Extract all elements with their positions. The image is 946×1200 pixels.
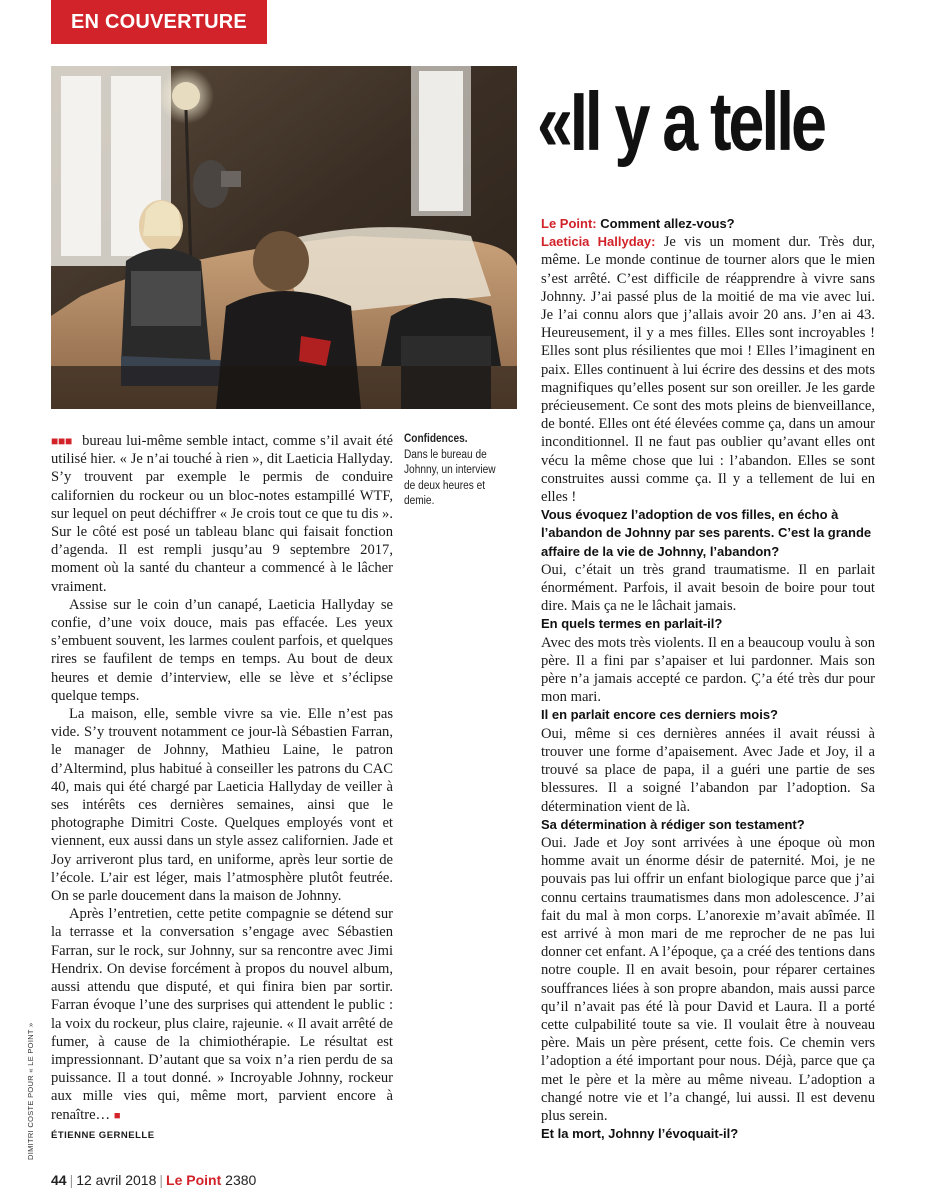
paragraph-text: Après l’entretien, cette petite compagnie se détend sur la terrasse et la conversation s’engage avec Sébastien Farran, sur le rock, sur Johnny, sur sa rencontre avec Jimi Hendrix. On devise forcément à propos du nouvel album, aussi attendu que disputé, et qui finira bien par sortir. Farran évoque l’une des surprises qui attendent le public : la voix du rockeur, plus claire, rajeunie. « Il avait arrêté de fumer, à cause de la chimiothérapie. Le résultat est impressionnant. D’autant que sa voix n’a rien perdu de sa puissance. Il a tout donné. » Incroyable Johnny, rockeur aux mille vies qui, même mort, parvient encore à renaître…: [51, 906, 393, 1123]
paragraph: La maison, elle, semble vivre sa vie. Elle n’est pas vide. S’y trouvent notamment ce jour-là Sébastien Farran, le manager de Johnny, Mathieu Laine, le patron d’Altermind, plus habitué à conseiller les patrons du CAC 40, mais qui été chargé par Laeticia Hallyday de veiller à ses intérêts ces dernières semaines, ainsi que le photographe Dimitri Coste. Quelques employés vont et viennent, eux aussi dans un style assez californien. Jade et Joy arriveront plus tard, en uniforme, après leur sortie de l’école. L’air est léger, mais l’atmosphère plutôt feutrée. On se parle doucement dans la maison de Johnny.: [51, 706, 393, 905]
lead-marker: ■■■: [51, 434, 73, 448]
question: Sa détermination à rédiger son testament?: [541, 816, 805, 832]
answer: Avec des mots très violents. Il en a beaucoup voulu à son père. Il a fini par s’apaiser et lui pardonner. Mais son père n’a jamais accepté ce pardon. Ç’a été très dur pour mon mari.: [541, 634, 875, 706]
paragraph-text: bureau lui-même semble intact, comme s’il avait été utilisé hier. « Je n’ai touché à rien », dit Laeticia Hallyday. S’y trouvent par exemple le permis de conduire californien du rockeur ou un bloc-notes estampillé WTF, sur lequel on peut déchiffrer « Je crois tout ce que tu dis ». Sur le côté est posé un tableau blanc qui faisait fonction d’agenda. Il est rempli jusqu’au 9 septembre 2017, moment où la santé du chanteur a commencé à le lâcher vraiment.: [51, 433, 393, 595]
paragraph: [51, 905, 393, 1124]
question: Vous évoquez l’adoption de vos filles, en écho à l’abandon de Johnny par ses parents. C’est la grande affaire de la vie de Johnny, l’abandon?: [541, 507, 872, 559]
interview: [541, 215, 875, 1143]
question: Et la mort, Johnny l’évoquait-il?: [541, 1126, 739, 1142]
caption-text: Dans le bureau de Johnny, un interview de deux heures et demie.: [404, 448, 496, 507]
question-text: Comment allez-vous?: [600, 216, 735, 231]
answer: Oui. Jade et Joy sont arrivées à une époque où mon homme avait un énorme désir de paternité. Moi, je ne pouvais pas lui offrir un enfant biologique parce que j’ai connu certains traumatismes dans mon adolescence. J’ai fait du mal à mon corps. L’anorexie m’avait abîmée. Il est arrivé à mon mari de me reprocher de ne pas lui donner cet enfant. A l’époque, ça a créé des tentions dans notre couple. Il en avait besoin, pour réparer certaines souffrances liées à son propre abandon, mais aussi parce qu’il n’avait pas été là pour David et Laura. Il a porté cette culpabilité toute sa vie. Il voulait être à nouveau père. Mais un père présent, cette fois. Ce chemin vers l’adoption a été important pour nous. Déjà, parce que ça met le père et la mère au même niveau. L’adoption a changé notre vie et l’a changé, lui aussi. Il est devenu plus serein.: [541, 834, 875, 1124]
answer: Oui, c’était un très grand traumatisme. Il en parlait énormément. Parfois, il avait besoin de boire pour tout dire. Mais ça ne le lâchait jamais.: [541, 561, 875, 615]
author: ÉTIENNE GERNELLE: [51, 1129, 155, 1141]
headline: «Il y a telle: [537, 75, 824, 168]
separator: |: [69, 1172, 74, 1188]
interview-photo-illustration: [51, 66, 517, 409]
separator: |: [159, 1172, 164, 1188]
question: En quels termes en parlait-il?: [541, 616, 723, 632]
speaker-le-point: Le Point:: [541, 216, 597, 231]
question: Il en parlait encore ces derniers mois?: [541, 707, 778, 723]
photo-caption: [404, 432, 503, 510]
end-marker: ■: [113, 1109, 121, 1122]
answer: [541, 233, 875, 506]
answer-text: Je vis un moment dur. Très dur, même. Le monde continue de tourner alors que le mien s’est arrêté. C’est difficile de réapprendre à vivre sans Johnny. J’ai passé plus de la moitié de ma vie avec lui. Je l’ai connu alors que j’allais avoir 20 ans. J’en ai 43. Heureusement, il y a mes filles. Elles sont incroyables ! Elles sont plus résilientes que moi ! Elles l’imaginent en paix. Elles continuent à lui écrire des dessins et des mots magnifiques qu’elles posent sur son oreiller. Je les garde précieusement. Ce sont des mots pleins de bienveillance, de bonté. Elles ont été élevées comme ça, dans un amour inconditionnel. Il ne faut pas oublier qu’avant elles ont vécu la même chose que lui : l’abandon. Elles se sont construites aussi comme ça. Il y a tellement de lui en elles !: [541, 234, 876, 506]
answer: Oui, même si ces dernières années il avait réussi à trouver une forme d’apaisement. Avec Jade et Joy, il a trouvé sa place de papa, il a guéri une partie de ses blessures. Il a soigné l’abandon par l’adoption. Sa détermination vient de là.: [541, 725, 875, 815]
interview-photo: [51, 66, 517, 409]
speaker-laeticia: Laeticia Hallyday:: [541, 234, 656, 250]
paragraph: [51, 432, 393, 596]
section-tag: EN COUVERTURE: [51, 0, 267, 44]
magazine-name: Le Point: [166, 1172, 222, 1188]
article-intro: [51, 432, 393, 1145]
photo-credit: DIMITRI COSTE POUR « LE POINT »: [26, 1022, 35, 1160]
paragraph: Assise sur le coin d’un canapé, Laeticia Hallyday se confie, d’une voix douce, mais pas effacée. Les yeux s’embuent souvent, les larmes coulent parfois, et quelques rires se faufilent de temps en temps. Au bout de deux heures et demie d’interview, elle se lève et s’éclipse quelque temps.: [51, 596, 393, 704]
page-number: 44: [51, 1172, 67, 1188]
issue-number: 2380: [225, 1172, 257, 1188]
caption-title: Confidences.: [404, 433, 468, 445]
question: [541, 215, 875, 233]
issue-date: 12 avril 2018: [76, 1172, 157, 1188]
page-footer: [51, 1172, 256, 1188]
